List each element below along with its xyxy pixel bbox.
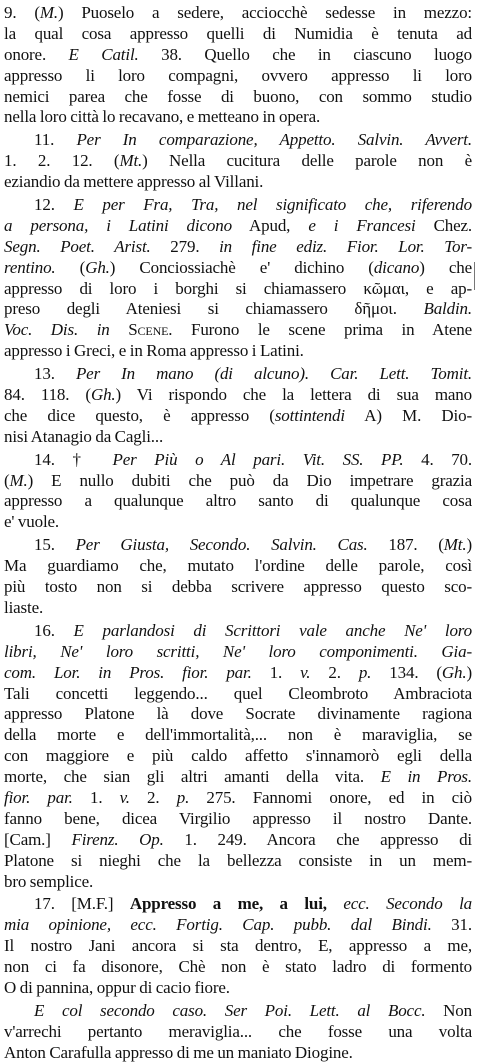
text-segment: appresso a qualunque altro santo di qualunque cosa <box>4 491 472 511</box>
text-segment: 1. 249. Ancora che appresso di <box>163 829 472 849</box>
text-line <box>4 299 472 320</box>
text-segment: A) M. Dio- <box>344 405 472 425</box>
text-line <box>4 663 472 684</box>
text-segment <box>327 894 343 913</box>
text-segment: 1. 2. 12. ( <box>4 151 120 171</box>
text-line <box>4 3 472 24</box>
text-line <box>4 216 472 237</box>
text-segment: Per In mano (di alcuno). Car. Lett. Tomit. <box>75 364 472 384</box>
text-segment: E in Pros. <box>380 767 472 787</box>
text-segment: appresso di loro i borghi si chiamassero κῶμαι, e ap- <box>4 278 472 298</box>
text-segment: ) <box>466 535 472 555</box>
text-segment: ( <box>4 470 10 490</box>
text-segment: 38. Quello che in ciascuno luogo <box>138 44 472 64</box>
text-line <box>4 746 472 767</box>
text-line <box>4 471 472 492</box>
text-line <box>4 24 472 45</box>
text-segment: 2. <box>129 787 177 807</box>
text-segment: la qual cosa appresso quelli di Numidia è tenuta ad <box>4 23 472 43</box>
text-segment: ) Nella cucitura delle parole non è <box>142 151 472 171</box>
text-line <box>4 851 472 872</box>
text-segment: dicano <box>373 257 420 277</box>
text-segment: 13. <box>34 364 76 384</box>
text-line <box>4 491 472 512</box>
text-segment: E Catil. <box>68 44 139 64</box>
text-segment: rentino. <box>4 257 56 277</box>
entry-paragraph-p15 <box>4 535 472 619</box>
text-line <box>4 258 472 279</box>
text-segment <box>110 320 129 339</box>
text-segment: Scene <box>128 320 169 340</box>
text-line <box>4 621 472 642</box>
entry-paragraph-p14 <box>4 450 472 534</box>
text-segment: 134. ( <box>371 662 442 682</box>
text-line <box>4 385 472 406</box>
text-line <box>4 767 472 788</box>
text-segment: p. <box>176 787 190 807</box>
text-segment: e' vuole. <box>4 512 60 532</box>
text-segment: Platone si nieghi che la bellezza consiste in un mem- <box>4 850 472 870</box>
text-segment: ) <box>466 662 472 682</box>
text-line <box>4 725 472 746</box>
text-segment: 11. <box>34 130 77 150</box>
text-line <box>4 151 472 172</box>
text-segment: che dice questo, è appresso ( <box>4 405 275 425</box>
text-line <box>4 450 472 471</box>
text-segment: 15. <box>34 535 76 555</box>
text-segment: 2. <box>310 662 359 682</box>
text-line <box>4 1022 472 1043</box>
text-segment: fanno bene, dicea Virgilio appresso il nostro Dante. <box>4 808 472 828</box>
text-segment: v. <box>119 787 130 807</box>
text-segment: Anton Carafulla appresso di me un maniato Diogine. <box>4 1042 353 1062</box>
text-segment: non ci fa disonore, Chè non è stato ladro di formento <box>4 957 472 977</box>
text-line <box>4 66 472 87</box>
text-line <box>4 320 472 341</box>
text-segment: 31. <box>431 915 472 935</box>
text-line <box>4 427 472 448</box>
text-segment: 1. <box>72 787 120 807</box>
text-segment: 84. 118. ( <box>4 385 91 405</box>
text-segment: 4. 70. <box>403 449 472 469</box>
text-segment: E col secondo caso. Ser Poi. Lett. al Bocc. <box>34 1000 426 1020</box>
text-segment: Il nostro Jani ancora si sta dentro, E, appresso a me, <box>4 936 472 956</box>
text-segment: onore. <box>4 44 69 64</box>
text-segment: 279. <box>150 236 220 256</box>
entry-paragraph-p13 <box>4 364 472 448</box>
text-segment: p. <box>358 662 372 682</box>
text-segment: 187. ( <box>367 535 444 555</box>
text-segment: bro semplice. <box>4 871 94 891</box>
text-segment: appresso i Greci, e in Roma appresso i Latini. <box>4 341 304 361</box>
text-line <box>4 915 472 936</box>
text-segment: ) che <box>419 257 472 277</box>
text-line <box>4 598 472 619</box>
text-segment: Gh. <box>441 662 467 682</box>
text-line <box>4 45 472 66</box>
text-segment: 16. <box>34 620 74 640</box>
text-segment: morte, che sian gli altri amanti della vita. <box>4 767 381 787</box>
text-segment: ) Vi rispondo che la lettera di sua mano <box>115 385 472 405</box>
dictionary-page <box>4 3 472 1064</box>
text-segment: M. <box>9 470 28 490</box>
text-line <box>4 577 472 598</box>
text-segment: eziandio da mettere appresso al Villani. <box>4 172 264 192</box>
text-line <box>4 535 472 556</box>
text-segment: com. Lor. in Pros. fior. par. <box>4 662 252 682</box>
text-line <box>4 830 472 851</box>
text-segment: Ma guardiamo che, mutato l'ordine delle parole, così <box>4 556 472 576</box>
text-segment: 1. <box>251 662 301 682</box>
entry-paragraph-p16 <box>4 621 472 893</box>
text-line <box>4 1043 472 1064</box>
text-segment: sottintendi <box>274 405 345 425</box>
text-segment: Baldin. <box>423 299 472 319</box>
text-segment: Firenz. Op. <box>71 829 164 849</box>
text-line <box>4 172 472 193</box>
text-line <box>4 642 472 663</box>
entry-paragraph-p17 <box>4 894 472 998</box>
text-segment: M. <box>39 3 58 22</box>
entry-paragraph-p18 <box>4 1001 472 1064</box>
text-segment: con maggiore e più caldo affetto s'innamorò egli della <box>4 746 472 766</box>
entry-paragraph-p9 <box>4 3 472 128</box>
text-line <box>4 894 472 915</box>
text-line <box>4 704 472 725</box>
text-segment: Gh. <box>85 257 110 277</box>
text-segment: fior. par. <box>4 787 73 807</box>
margin-rule <box>474 262 475 290</box>
text-line <box>4 364 472 385</box>
text-segment: . Furono le scene prima in Atene <box>168 320 472 340</box>
text-segment: in fine ediz. Fior. Lor. Tor- <box>219 236 472 256</box>
text-segment: Mt. <box>443 535 467 555</box>
text-segment: E per Fra, Tra, nel significato che, riferendo <box>73 195 472 215</box>
text-segment: Tali concetti leggendo... quel Cleombroto Ambraciota <box>4 683 472 703</box>
text-segment: libri, Ne' loro scritti, Ne' loro componimenti. Gia- <box>4 641 472 661</box>
text-segment: v. <box>300 662 311 682</box>
text-line <box>4 978 472 999</box>
text-segment: mia opinione, ecc. Fortig. Cap. pubb. dal Bindi. <box>4 915 432 935</box>
text-line <box>4 936 472 957</box>
text-segment: nisi Atanagio da Cagli... <box>4 426 164 446</box>
text-line <box>4 809 472 830</box>
text-line <box>4 341 472 362</box>
text-line <box>4 87 472 108</box>
text-segment: della morte e dell'immortalità,... non è maraviglia, se <box>4 725 472 745</box>
text-segment: Per In comparazione, Appetto. Salvin. Avvert. <box>76 130 472 150</box>
entry-paragraph-p11 <box>4 130 472 193</box>
text-segment: 17. [M.F.] <box>34 894 130 914</box>
text-segment: nella loro città lo recavano, e metteano in opera. <box>4 107 321 127</box>
text-segment: appresso Platone là dove Socrate divinamente ragiona <box>4 704 472 724</box>
text-segment: e i Francesi <box>308 215 416 235</box>
text-segment: Mt. <box>119 151 143 171</box>
text-segment: ) Conciossiachè e' dichino ( <box>109 257 374 277</box>
text-segment: 9. ( <box>4 3 40 22</box>
text-line <box>4 406 472 427</box>
text-line <box>4 130 472 151</box>
text-line <box>4 512 472 533</box>
text-segment: Appresso a me, a lui, <box>129 894 327 914</box>
text-segment: a persona, i Latini dicono <box>4 215 232 235</box>
text-segment: Per Giusta, Secondo. Salvin. Cas. <box>75 535 368 555</box>
text-line <box>4 556 472 577</box>
text-segment: ( <box>55 257 86 277</box>
text-line <box>4 279 472 300</box>
text-line <box>4 1001 472 1022</box>
text-segment: E parlandosi di Scrittori vale anche Ne' loro <box>73 620 472 640</box>
text-segment: 12. <box>34 195 74 215</box>
text-line <box>4 957 472 978</box>
text-segment: v'arrechi pertanto meraviglia... che fosse una volta <box>4 1021 472 1041</box>
text-segment: più tosto non si debba scrivere appresso questo sco- <box>4 577 472 597</box>
text-line <box>4 872 472 893</box>
text-segment: Per Più o Al pari. Vit. SS. PP. <box>112 449 404 469</box>
text-segment: ) Puoselo a sedere, acciocchè sedesse in mezzo: <box>57 3 472 22</box>
text-line <box>4 107 472 128</box>
text-segment: Non <box>425 1000 472 1020</box>
text-line <box>4 684 472 705</box>
text-segment: Gh. <box>90 385 116 405</box>
text-segment: [Cam.] <box>4 829 72 849</box>
text-line <box>4 195 472 216</box>
text-segment: 275. Fannomi onore, ed in ciò <box>189 787 472 807</box>
text-segment: Chez. <box>415 215 472 235</box>
text-segment: ecc. Secondo la <box>343 894 472 914</box>
text-segment: appresso li loro compagni, ovvero appresso li loro <box>4 65 472 85</box>
text-line <box>4 788 472 809</box>
entry-paragraph-p12 <box>4 195 472 362</box>
text-segment: Voc. Dis. in <box>4 320 110 340</box>
text-segment: 14. † <box>34 449 113 469</box>
text-segment: Segn. Poet. Arist. <box>4 236 151 256</box>
text-segment: preso degli Ateniesi si chiamassero δῆμοι. <box>4 299 424 319</box>
text-line <box>4 237 472 258</box>
text-segment: ) E nullo dubiti che può da Dio impetrare grazia <box>27 470 472 490</box>
text-segment: Apud, <box>231 215 309 235</box>
text-segment: nemici parea che fosse di buono, con sommo studio <box>4 86 472 106</box>
text-segment: O di pannina, oppur di cacio fiore. <box>4 977 230 997</box>
text-segment: liaste. <box>4 597 44 617</box>
